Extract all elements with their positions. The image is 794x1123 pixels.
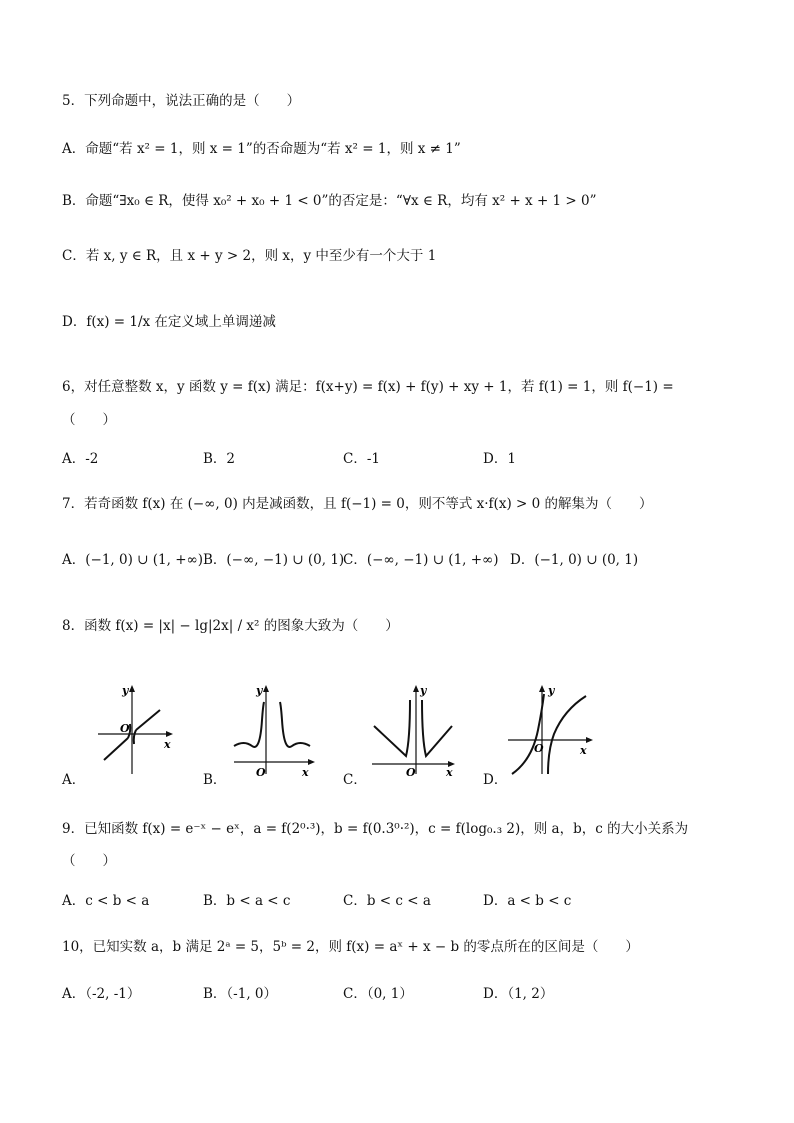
graph-b-x-label: x: [302, 766, 309, 779]
question-8-option-c: C．: [343, 772, 367, 788]
question-10-option-d: D．（1, 2）: [483, 986, 554, 1002]
graph-c-origin-label: O: [406, 766, 416, 779]
graph-b: [226, 680, 318, 778]
question-5-option-c: C．若 x, y ∈ R，且 x + y > 2，则 x，y 中至少有一个大于 1: [62, 248, 437, 264]
graph-c: [366, 680, 458, 778]
question-6-option-b: B．2: [203, 451, 236, 467]
question-10-option-b: B．（-1, 0）: [203, 986, 277, 1002]
question-6-option-a: A．-2: [62, 451, 99, 467]
graph-b-origin-label: O: [256, 766, 266, 779]
question-9-option-a: A．c < b < a: [62, 893, 150, 909]
graph-a-x-label: x: [164, 738, 171, 751]
question-7-stem: 7．若奇函数 f(x) 在 (−∞, 0) 内是减函数，且 f(−1) = 0，则不等式 x·f(x) > 0 的解集为（ ）: [62, 496, 653, 512]
question-8-option-a: A．: [62, 772, 86, 788]
question-9-option-c: C．b < c < a: [343, 893, 431, 909]
question-9-stem: 9．已知函数 f(x) = e⁻ˣ − eˣ，a = f(2⁰·³)，b = f(0.3⁰·²)，c = f(log₀.₃ 2)，则 a，b，c 的大小关系为: [62, 821, 689, 837]
question-9-stem-bracket: （ ）: [62, 853, 116, 869]
question-8-option-b: B．: [203, 772, 227, 788]
graph-c-y-label: y: [420, 684, 427, 697]
question-7-option-a: A．(−1, 0) ∪ (1, +∞): [62, 552, 204, 568]
question-5-stem: 5．下列命题中，说法正确的是（ ）: [62, 93, 301, 109]
graph-a-origin-label: O: [120, 722, 130, 735]
question-7-option-b: B．(−∞, −1) ∪ (0, 1): [203, 552, 345, 568]
graph-c-x-label: x: [446, 766, 453, 779]
question-6-stem-bracket: （ ）: [62, 412, 116, 428]
question-7-option-d: D．(−1, 0) ∪ (0, 1): [510, 552, 639, 568]
graph-d-origin-label: O: [534, 742, 544, 755]
graph-d-x-label: x: [580, 744, 587, 757]
graph-a: [84, 680, 176, 778]
question-5-option-b: B．命题“∃x₀ ∈ R，使得 x₀² + x₀ + 1 < 0”的否定是：“∀x ∈ R，均有 x² + x + 1 > 0”: [62, 193, 597, 209]
graph-a-y-label: y: [122, 684, 129, 697]
question-6-option-c: C．-1: [343, 451, 380, 467]
question-8-stem: 8．函数 f(x) = |x| − lg|2x| / x² 的图象大致为（ ）: [62, 618, 399, 634]
graph-b-y-label: y: [256, 684, 263, 697]
graph-d: [504, 680, 596, 778]
question-10-option-c: C．（0, 1）: [343, 986, 413, 1002]
question-6-option-d: D．1: [483, 451, 516, 467]
question-9-option-d: D．a < b < c: [483, 893, 572, 909]
question-8-option-d: D．: [483, 772, 508, 788]
question-10-option-a: A．（-2, -1）: [62, 986, 141, 1002]
question-5-option-d: D．f(x) = 1/x 在定义域上单调递减: [62, 314, 276, 330]
question-7-option-c: C．(−∞, −1) ∪ (1, +∞): [343, 552, 499, 568]
graph-d-y-label: y: [548, 684, 555, 697]
question-5-option-a: A．命题“若 x² = 1，则 x = 1”的否命题为“若 x² = 1，则 x ≠ 1”: [62, 141, 461, 157]
question-6-stem: 6，对任意整数 x，y 函数 y = f(x) 满足：f(x+y) = f(x) + f(y) + xy + 1，若 f(1) = 1，则 f(−1) =: [62, 379, 674, 395]
question-9-option-b: B．b < a < c: [203, 893, 291, 909]
question-10-stem: 10，已知实数 a，b 满足 2ᵃ = 5，5ᵇ = 2，则 f(x) = aˣ + x − b 的零点所在的区间是（ ）: [62, 939, 639, 955]
